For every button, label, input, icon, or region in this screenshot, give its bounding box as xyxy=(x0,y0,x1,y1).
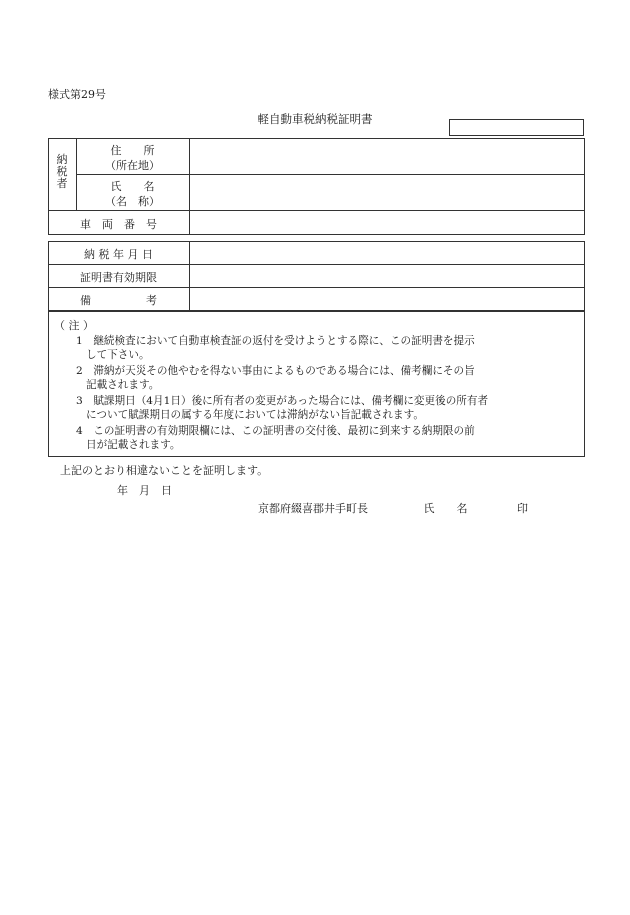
seal-mark: 印 xyxy=(517,502,528,515)
col-divider xyxy=(189,241,190,311)
note-line: 日が記載されます。 xyxy=(86,439,181,451)
signer-office: 京都府綴喜郡井手町長 xyxy=(258,502,368,515)
payment-date-label: 納 税 年 月 日 xyxy=(84,248,153,261)
address-label: 住 所 xyxy=(110,144,155,157)
row-divider xyxy=(48,287,585,288)
validity-label: 証明書有効期限 xyxy=(80,271,157,284)
note-line: 3 賦課期日（4月1日）後に所有者の変更があった場合には、備考欄に変更後の所有者 xyxy=(76,395,489,407)
remarks-label: 備 考 xyxy=(80,294,157,307)
signer-line xyxy=(258,500,528,516)
address-sub-label: （所在地） xyxy=(105,159,160,172)
col-divider xyxy=(189,138,190,235)
note-line: 4 この証明書の有効期限欄には、この証明書の交付後、最初に到来する納期限の前 xyxy=(76,425,475,437)
note-line: 記載されます。 xyxy=(86,379,160,391)
certificate-number-box[interactable] xyxy=(449,119,584,136)
form-number: 様式第29号 xyxy=(48,88,106,101)
note-line: について賦課期日の属する年度においては滞納がない旨記載されます。 xyxy=(86,409,424,421)
issue-date-line: 年 月 日 xyxy=(117,484,172,497)
name-label: 氏 名 xyxy=(110,180,155,193)
note-line: 2 滞納が天災その他やむを得ない事由によるものである場合には、備考欄にその旨 xyxy=(76,365,475,377)
row-divider xyxy=(76,174,585,175)
notes-heading: （ 注 ） xyxy=(54,319,94,332)
vehicle-number-label: 車 両 番 号 xyxy=(80,218,157,231)
note-line: 1 継続検査において自動車検査証の返付を受けようとする際に、この証明書を提示 xyxy=(76,335,475,347)
row-divider xyxy=(48,264,585,265)
taxpayer-group-label: 納税者 xyxy=(56,153,68,190)
document-title: 軽自動車税納税証明書 xyxy=(257,112,373,126)
row-divider xyxy=(48,210,585,211)
signer-name-label: 氏 名 xyxy=(423,502,468,515)
certification-text: 上記のとおり相違ないことを証明します。 xyxy=(60,464,269,477)
note-line: して下さい。 xyxy=(86,349,150,361)
name-sub-label: （名 称） xyxy=(105,195,160,208)
